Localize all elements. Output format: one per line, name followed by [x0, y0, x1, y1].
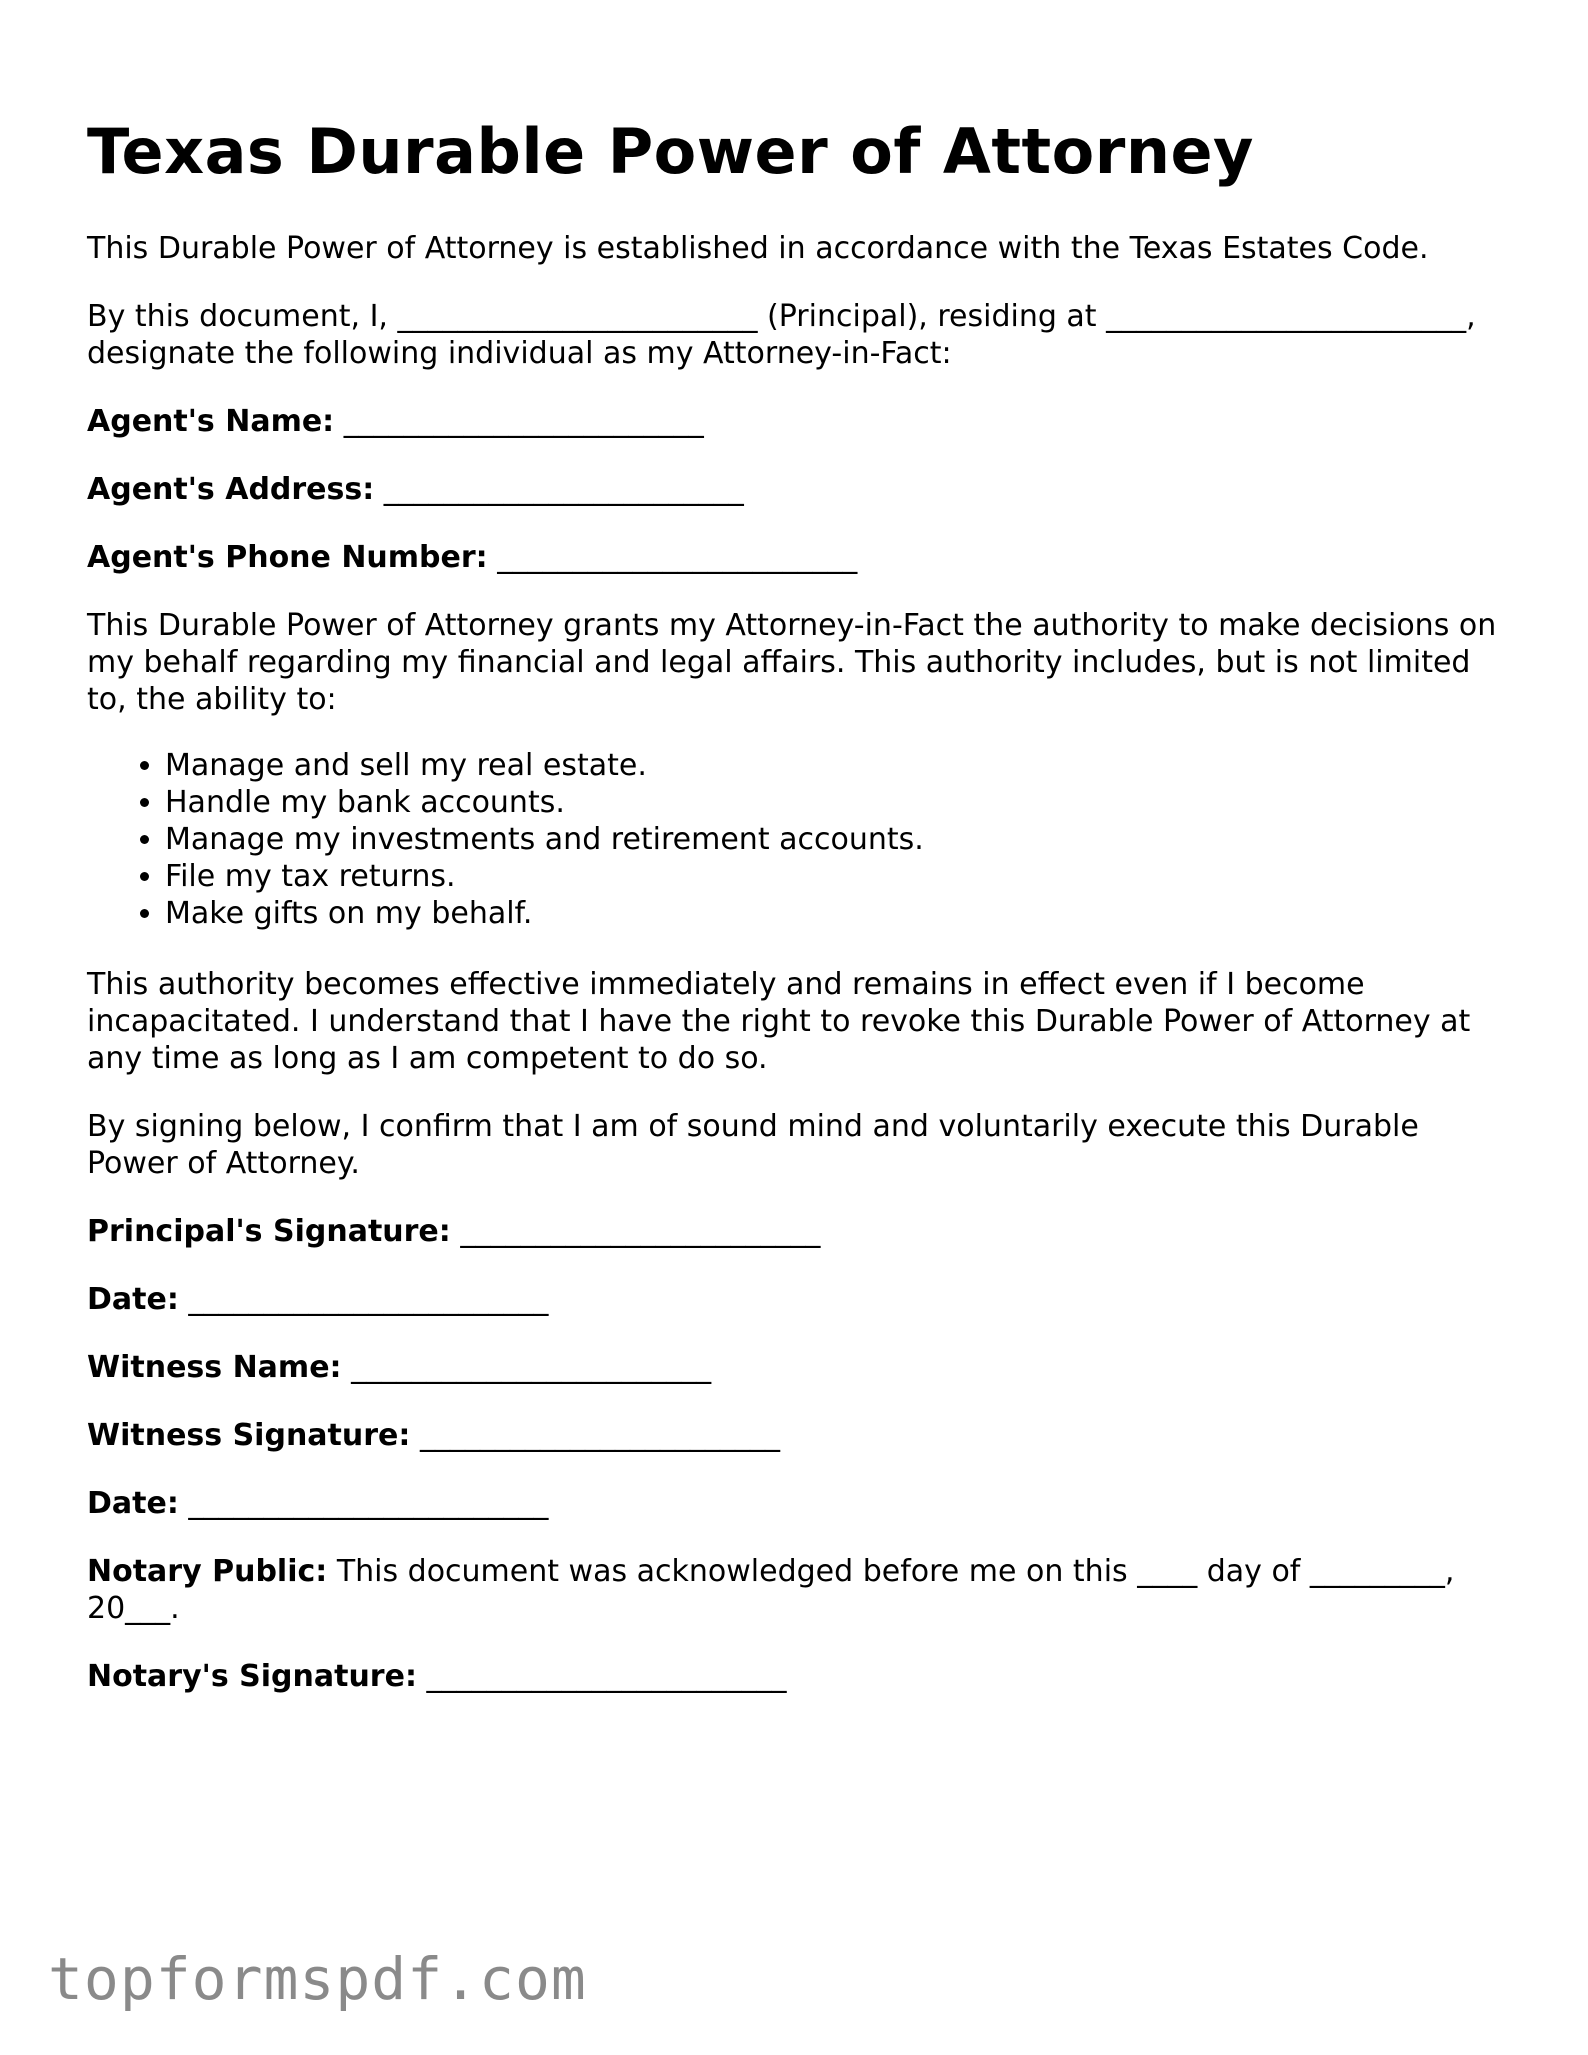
principal-date-blank[interactable]: ________________________: [188, 1282, 549, 1317]
notary-signature-blank[interactable]: ________________________: [426, 1659, 787, 1694]
document-title: Texas Durable Power of Attorney: [87, 115, 1254, 188]
principal-signature-blank[interactable]: ________________________: [460, 1214, 821, 1249]
notary-text: This document was acknowledged before me on this ____ day of _________, 20___.: [87, 1554, 1455, 1626]
agent-address-label: Agent's Address:: [87, 472, 375, 507]
power-item: • File my tax returns.: [165, 858, 1517, 895]
power-item: • Handle my bank accounts.: [165, 784, 1517, 821]
document-page: [87, 106, 1517, 1726]
principal-signature-label: Principal's Signature:: [87, 1214, 451, 1249]
witness-name-blank[interactable]: ________________________: [351, 1350, 712, 1385]
confirmation-paragraph: By signing below, I confirm that I am of sound mind and voluntarily execute this Durable Power of Attorney.: [87, 1109, 1419, 1181]
witness-signature-field: [87, 1417, 1517, 1454]
designation-paragraph: By this document, I, ________________________ (Principal), residing at ________________________, designate the following individual as my Attorney-in-Fact:: [87, 299, 1476, 371]
witness-date-field: [87, 1485, 1517, 1522]
agent-name-field: [87, 403, 1517, 440]
notary-paragraph: [87, 1553, 1517, 1627]
principal-date-label: Date:: [87, 1282, 179, 1317]
agent-phone-blank[interactable]: ________________________: [497, 540, 858, 575]
notary-label: Notary Public:: [87, 1554, 328, 1589]
witness-name-label: Witness Name:: [87, 1350, 342, 1385]
principal-date-field: [87, 1281, 1517, 1318]
watermark: topformspdf.com: [48, 1945, 587, 2013]
agent-address-blank[interactable]: ________________________: [383, 472, 744, 507]
power-item: • Manage my investments and retirement accounts.: [165, 821, 1517, 858]
witness-signature-label: Witness Signature:: [87, 1418, 411, 1453]
witness-signature-blank[interactable]: ________________________: [419, 1418, 780, 1453]
witness-date-blank[interactable]: ________________________: [188, 1486, 549, 1521]
witness-name-field: [87, 1349, 1517, 1386]
powers-list: [87, 747, 1517, 932]
effective-paragraph: This authority becomes effective immediately and remains in effect even if I become incapacitated. I understand that I have the right to revoke this Durable Power of Attorney at any time as long as I am competent to do so.: [87, 967, 1471, 1076]
agent-phone-field: [87, 539, 1517, 576]
authority-paragraph: This Durable Power of Attorney grants my Attorney-in-Fact the authority to make decisions on my behalf regarding my financial and legal affairs. This authority includes, but is not limited to, the ability to:: [87, 608, 1497, 717]
intro-paragraph: This Durable Power of Attorney is established in accordance with the Texas Estates Code.: [87, 231, 1429, 266]
agent-address-field: [87, 471, 1517, 508]
agent-phone-label: Agent's Phone Number:: [87, 540, 488, 575]
notary-signature-label: Notary's Signature:: [87, 1659, 417, 1694]
witness-date-label: Date:: [87, 1486, 179, 1521]
principal-signature-field: [87, 1213, 1517, 1250]
power-item: • Make gifts on my behalf.: [165, 895, 1517, 932]
power-item: • Manage and sell my real estate.: [165, 747, 1517, 784]
agent-name-label: Agent's Name:: [87, 404, 335, 439]
agent-name-blank[interactable]: ________________________: [343, 404, 704, 439]
notary-signature-field: [87, 1658, 1517, 1695]
